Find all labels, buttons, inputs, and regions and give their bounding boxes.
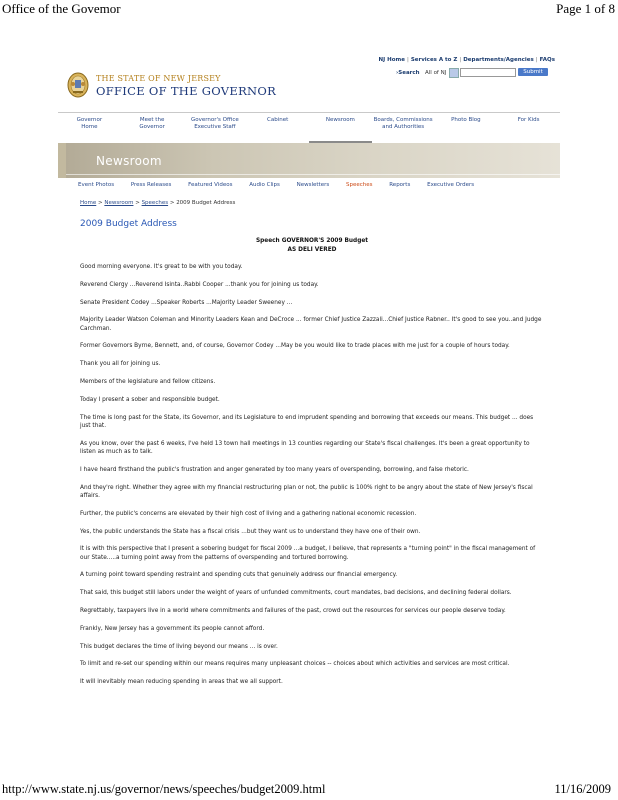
- nav-governors-office[interactable]: Governor's Office Executive Staff: [191, 117, 239, 130]
- breadcrumb-separator: >: [135, 200, 140, 206]
- subnav-executive-orders[interactable]: Executive Orders: [427, 182, 475, 188]
- nav-cabinet[interactable]: Cabinet: [266, 117, 289, 123]
- departments-agencies-link[interactable]: Departments/Agencies: [463, 57, 534, 63]
- speech-paragraph: Thank you all for joining us.: [80, 361, 161, 368]
- speech-body: [80, 263, 542, 696]
- breadcrumb-separator: >: [98, 200, 103, 206]
- speech-paragraph: Frankly, New Jersey has a government its people cannot afford.: [80, 625, 265, 632]
- banner-title: Newsroom: [96, 154, 162, 168]
- subnav-audio-clips[interactable]: Audio Clips: [249, 182, 280, 188]
- separator: |: [406, 57, 409, 63]
- newsroom-subnav: [78, 182, 489, 188]
- breadcrumb-current: 2009 Budget Address: [176, 200, 236, 206]
- subnav-reports[interactable]: Reports: [389, 182, 411, 188]
- subnav-featured-videos[interactable]: Featured Videos: [188, 182, 233, 188]
- speech-paragraph: Reverend Clergy ...Reverend Isinta..Rabbi Cooper ...thank you for joining us today.: [80, 281, 319, 288]
- speech-paragraph: Further, the public's concerns are elevated by their high cost of living and a gathering national economic recession.: [80, 510, 417, 517]
- speech-paragraph: Members of the legislature and fellow citizens.: [80, 379, 216, 386]
- breadcrumb: [80, 200, 235, 206]
- search-input[interactable]: [460, 68, 516, 77]
- speech-paragraph: That said, this budget still labors under the weight of years of unfunded commitments, court mandates, bad decisions, and declining federal dollars.: [80, 590, 512, 597]
- faqs-link[interactable]: FAQs: [539, 57, 555, 63]
- print-url: http://www.state.nj.us/governor/news/speeches/budget2009.html: [2, 782, 326, 796]
- speech-paragraph: Senate President Codey ...Speaker Roberts ...Majority Leader Sweeney ...: [80, 299, 293, 306]
- print-date: 11/16/2009: [554, 782, 611, 796]
- separator: |: [459, 57, 462, 63]
- print-header-title: Office of the Govemor: [2, 1, 121, 16]
- speech-paragraph: I have heard firsthand the public's frustration and anger generated by too many years of overspending, borrowing, and false rhetoric.: [80, 466, 469, 473]
- breadcrumb-separator: >: [169, 200, 175, 206]
- print-footer: [0, 782, 618, 800]
- nav-photo-blog[interactable]: Photo Blog: [451, 117, 481, 123]
- nj-home-link[interactable]: NJ Home: [378, 57, 405, 63]
- nj-state-seal-icon[interactable]: [67, 72, 89, 98]
- speech-paragraph: And they're right. Whether they agree with my financial restructuring plan or not, the public is 100% right to be angry about the state of New Jersey's fiscal affairs.: [80, 484, 533, 499]
- brand-state-name[interactable]: THE STATE OF NEW JERSEY: [96, 74, 221, 83]
- speech-paragraph: It is with this perspective that I present a sobering budget for fiscal 2009 ...a budget, I believe, that represents a "turning point" in the fiscal management of our State.....a turning point away from the patterns of overspending and tortured borrowing.: [80, 546, 536, 561]
- nav-for-kids[interactable]: For Kids: [517, 117, 540, 123]
- nav-meet-the-governor[interactable]: Meet the Governor: [139, 117, 165, 130]
- speech-paragraph: To limit and re-set our spending within our means requires many unpleasant choices -- choices about which activities and services are most critical.: [80, 661, 510, 668]
- services-a-to-z-link[interactable]: Services A to Z: [410, 57, 458, 63]
- speech-paragraph: Former Governors Byrne, Bennett, and, of course, Governor Codey ...May be you would like to trade places with me just for a couple of hours today.: [80, 343, 510, 350]
- search-submit-button[interactable]: Submit: [518, 68, 548, 76]
- subnav-event-photos[interactable]: Event Photos: [78, 182, 115, 188]
- subnav-speeches[interactable]: Speeches: [345, 182, 373, 188]
- speech-paragraph: It will inevitably mean reducing spending in areas that we all support.: [80, 679, 283, 686]
- banner-divider: [66, 174, 560, 175]
- utility-links: [379, 57, 555, 63]
- subnav-press-releases[interactable]: Press Releases: [130, 182, 172, 188]
- brand-office-name[interactable]: OFFICE OF THE GOVERNOR: [96, 84, 277, 98]
- speech-paragraph: The time is long past for the State, its Governor, and its Legislature to end imprudent spending and borrowing that exceeds our means. This budget ... does just that.: [80, 414, 534, 429]
- search-scope-label: All of NJ: [425, 70, 447, 76]
- speech-heading-line1: Speech GOVERNOR'S 2009 Budget: [255, 238, 369, 244]
- print-header: [0, 0, 618, 20]
- subnav-newsletters[interactable]: Newsletters: [296, 182, 330, 188]
- search-bar: [396, 68, 556, 78]
- page-title: 2009 Budget Address: [80, 219, 177, 229]
- speech-paragraph: Regrettably, taxpayers live in a world where commitments and failures of the past, crowd out the resources for services our people deserve today.: [80, 608, 506, 615]
- nav-boards-commissions[interactable]: Boards, Commissions and Authorities: [373, 117, 433, 130]
- separator: |: [535, 57, 538, 63]
- nav-governor-home[interactable]: Governor Home: [76, 117, 103, 130]
- speech-heading-line2: AS DELI VERED: [287, 247, 337, 253]
- section-banner: [58, 143, 560, 178]
- speech-paragraph: As you know, over the past 6 weeks, I've held 13 town hall meetings in 13 counties regarding our State's fiscal challenges. It's been a great opportunity to listen as much as to talk.: [80, 440, 530, 456]
- speech-paragraph: A turning point toward spending restraint and spending cuts that genuinely address our financial emergency.: [80, 572, 398, 579]
- speech-paragraph: Yes, the public understands the State has a fiscal crisis ...but they want us to understand they have one of their own.: [80, 528, 421, 535]
- speech-paragraph: Majority Leader Watson Coleman and Minority Leaders Kean and DeCroce ... former Chief Justice Zazzali...Chief Justice Rabner.. It's good to see you..and Judge Carchman.: [80, 317, 542, 332]
- nav-newsroom[interactable]: Newsroom: [309, 113, 372, 143]
- speech-paragraph: Today I present a sober and responsible budget.: [80, 396, 220, 403]
- search-scope-select[interactable]: [449, 68, 459, 78]
- breadcrumb-home[interactable]: Home: [80, 200, 97, 206]
- search-label: ›Search: [396, 70, 420, 76]
- speech-paragraph: This budget declares the time of living beyond our means ... is over.: [80, 643, 278, 650]
- breadcrumb-newsroom[interactable]: Newsroom: [104, 200, 134, 206]
- main-nav: [58, 112, 560, 144]
- speech-paragraph: Good morning everyone. It's great to be with you today.: [80, 264, 243, 270]
- breadcrumb-speeches[interactable]: Speeches: [141, 200, 169, 206]
- speech-heading: [80, 237, 544, 255]
- print-page-number: Page 1 of 8: [556, 1, 615, 16]
